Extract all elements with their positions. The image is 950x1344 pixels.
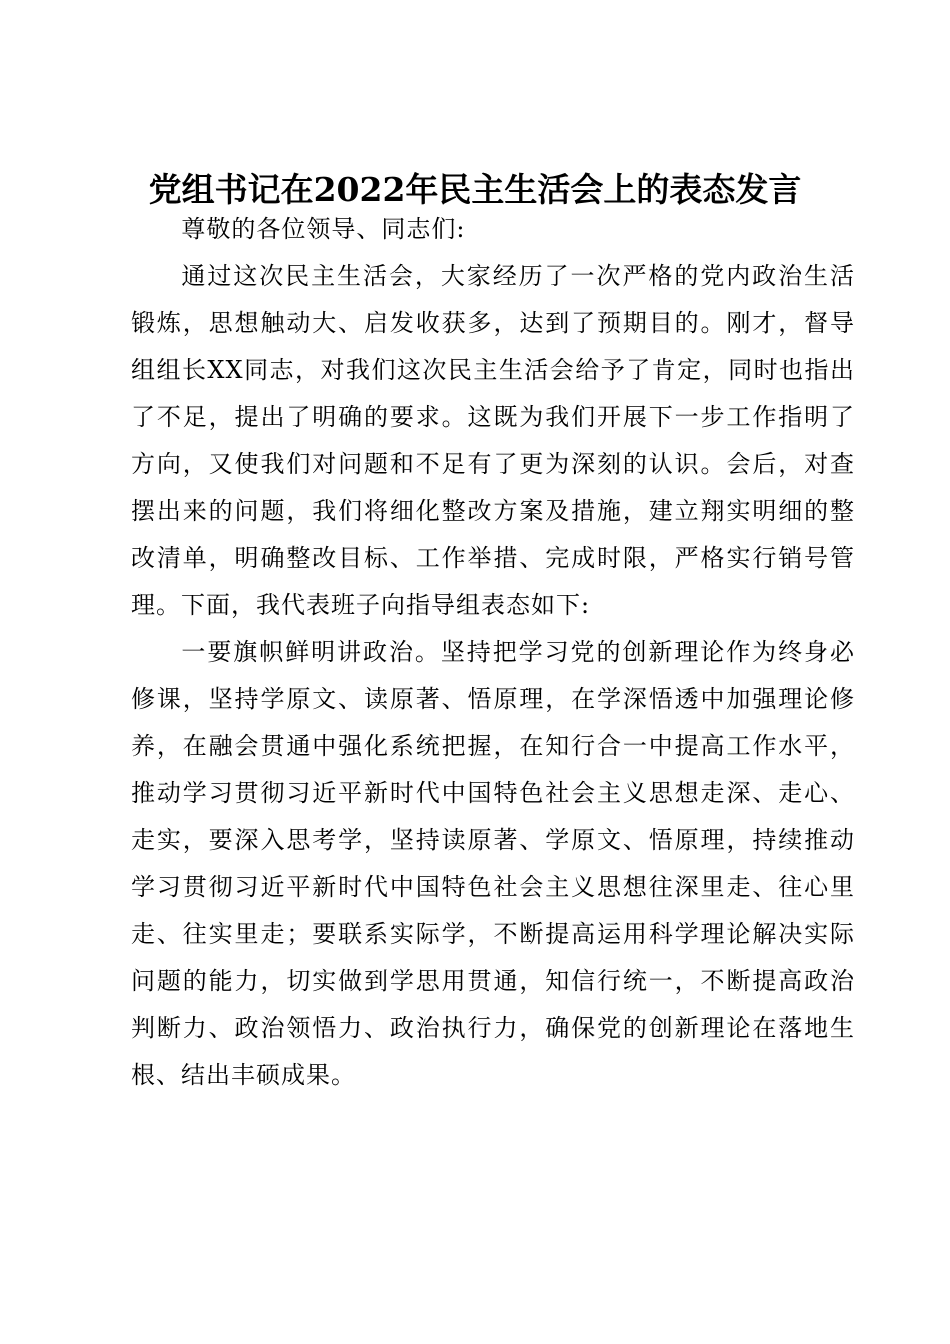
document-body <box>131 206 855 1099</box>
paragraph: 一要旗帜鲜明讲政治。坚持把学习党的创新理论作为终身必修课，坚持学原文、读原著、悟原理，在学深悟透中加强理论修养，在融会贯通中强化系统把握，在知行合一中提高工作水平，推动学习贯彻习近平新时代中国特色社会主义思想走深、走心、走实，要深入思考学，坚持读原著、学原文、悟原理，持续推动学习贯彻习近平新时代中国特色社会主义思想往深里走、往心里走、往实里走；要联系实际学，不断提高运用科学理论解决实际问题的能力，切实做到学思用贯通，知信行统一，不断提高政治判断力、政治领悟力、政治执行力，确保党的创新理论在落地生根、结出丰硕成果。 <box>131 638 855 1089</box>
paragraph: 通过这次民主生活会，大家经历了一次严格的党内政治生活锻炼，思想触动大、启发收获多，达到了预期目的。刚才，督导组组长XX同志，对我们这次民主生活会给予了肯定，同时也指出了不足，提出了明确的要求。这既为我们开展下一步工作指明了方向，又使我们对问题和不足有了更为深刻的认识。会后，对查摆出来的问题，我们将细化整改方案及措施，建立翔实明细的整改清单，明确整改目标、工作举措、完成时限，严格实行销号管理。下面，我代表班子向指导组表态如下: <box>131 262 855 619</box>
document-title: 党组书记在2022年民主生活会上的表态发言 <box>148 170 802 209</box>
salutation: 尊敬的各位领导、同志们: <box>181 215 466 243</box>
